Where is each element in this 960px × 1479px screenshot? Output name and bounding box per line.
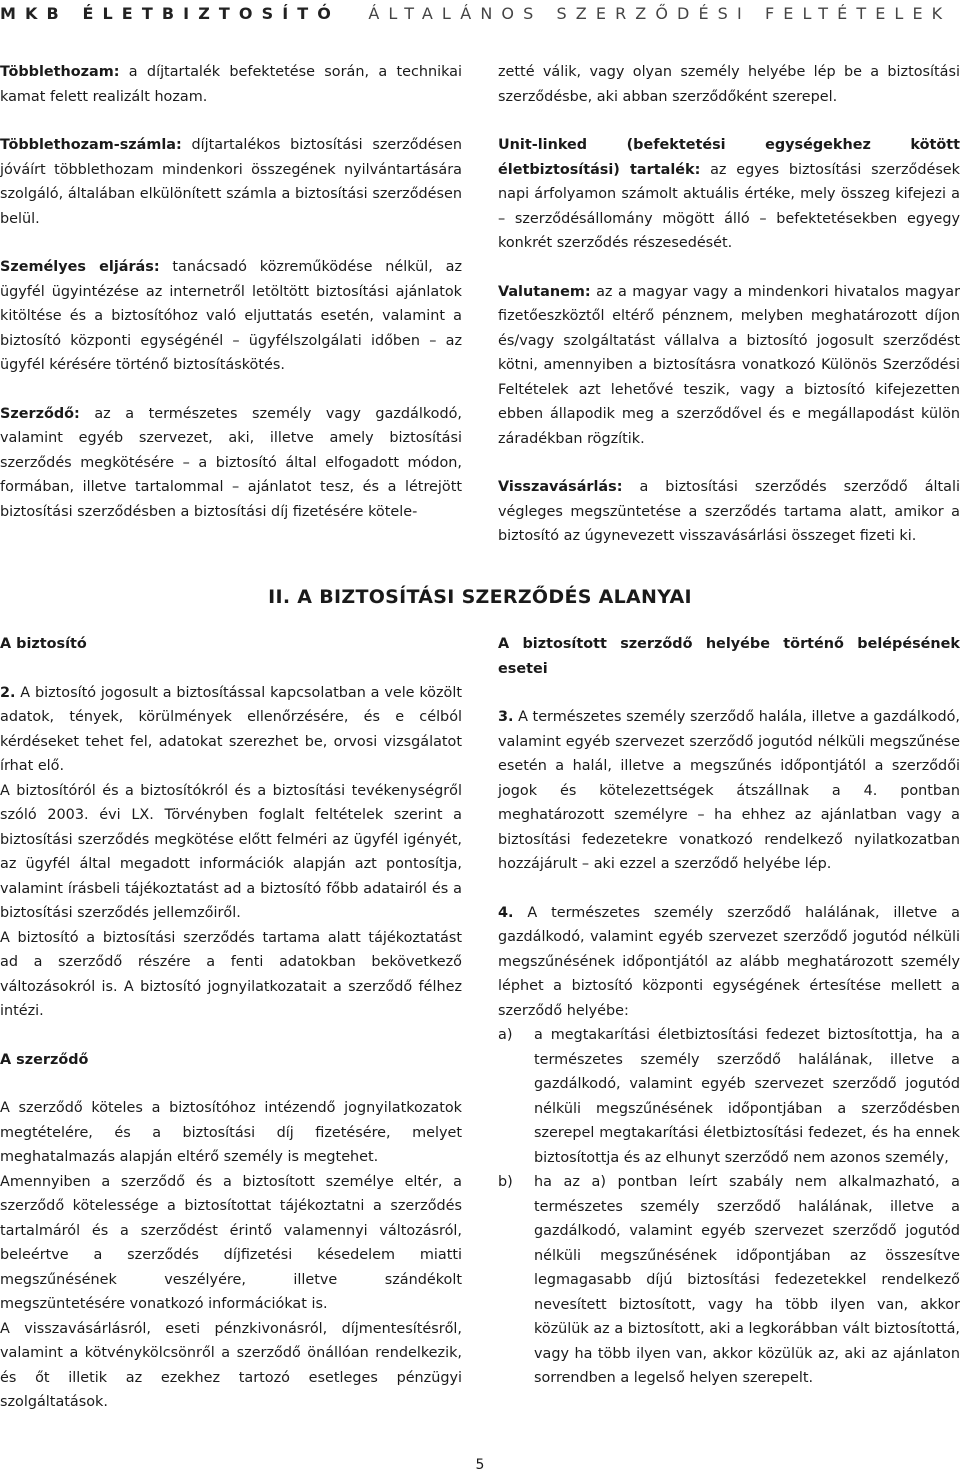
definition-tobblethozam xyxy=(0,60,462,109)
list-marker: b) xyxy=(498,1174,513,1190)
list-marker: a) xyxy=(498,1027,513,1043)
page-number: 5 xyxy=(475,1457,485,1473)
definition-term: Többlethozam-számla: xyxy=(0,137,182,153)
paragraph-number: 2. xyxy=(0,684,16,701)
header-company: MKB ÉLETBIZTOSÍTÓ xyxy=(0,4,341,23)
definition-text: az a magyar vagy a mindenkori hivatalos magyar fizetőeszköztől eltérő pénznem, melyben meghatározott díjon és/vagy szolgáltatást vállalva a biztosító jogosult szerződést kötni, amennyiben a biztosításra vonatkozó Különös Szerződési Feltételek azt lehetővé teszik, vagy a biztosító kifejezetten ebben állapodik meg a szerződővel és e megállapodást külön záradékban rögzítik. xyxy=(498,283,960,447)
definition-term: Valutanem: xyxy=(498,283,591,300)
paragraph-3 xyxy=(498,705,960,877)
subheading-szerzodo: A szerződő xyxy=(0,1051,89,1068)
definition-term: Személyes eljárás: xyxy=(0,259,160,275)
paragraph-text: A biztosítóról és a biztosítókról és a biztosítási tevékenységről szóló 2003. évi LX. Törvényben foglalt feltételek szerint a biztosítási szerződés megkötése előtt felméri az ügyfél igényét, az ügyfél által megadott információk alapján azt pontosítja, valamint írásbeli tájékoztatást ad a biztosító főbb adatairól és a biztosítási szerződés jellemzőiről. xyxy=(0,782,462,921)
subheading-biztosito: A biztosító xyxy=(0,636,87,652)
definition-tobblethozam-szamla xyxy=(0,133,462,231)
definition-text: a díjtartalék befektetése során, a technikai kamat felett realizált hozam. xyxy=(0,64,462,105)
subheading-belepes: A biztosított szerződő helyébe történő belépésének esetei xyxy=(498,636,960,677)
list-item-a xyxy=(498,1023,960,1170)
definition-unit-linked xyxy=(498,133,960,256)
definition-text: a biztosítási szerződés szerződő általi végleges megszüntetése a szerződés tartama alatt, amikor a biztosító az úgynevezett visszavásárlási összeget fizeti ki. xyxy=(498,479,960,544)
list-text: a megtakarítási életbiztosítási fedezet biztosítottja, ha a természetes személy szerződő halálának, illetve a gazdálkodó, valamint egyéb szervezet szerződő jogutód nélküli megszűnésének időpontjában a szerződésben szerepel megtakarítási életbiztosítási fedezet, és ha ennek biztosítottja és az elhunyt szerződő nem azonos személy, xyxy=(534,1027,960,1166)
running-header xyxy=(0,0,960,28)
section-right-column xyxy=(498,632,960,1391)
definition-text: díjtartalékos biztosítási szerződésen jóváírt többlethozam mindenkori összegének nyilvántartására szolgáló, általában elkülönített számla a biztosítási szerződésen belül. xyxy=(0,137,462,227)
definition-szemelyes-eljaras xyxy=(0,255,462,378)
paragraph-text: Amennyiben a szerződő és a biztosított személye eltér, a szerződő kötelessége a biztosítottat tájékoztatni a szerződés tartalmáról és a szerződést érintő valamennyi változásról, beleértve a szerződés díjfizetési késedelem miatti megszűnésének veszélyére, illetve szándékolt megszüntetésére vonatkozó információkat is. xyxy=(0,1173,462,1312)
list-item-b xyxy=(498,1170,960,1391)
definition-term: Unit-linked (befektetési egységekhez kötött életbiztosítási) tartalék: xyxy=(498,137,960,178)
definition-text: tanácsadó közreműködése nélkül, az ügyfél ügyintézése az internetről letöltött biztosítási ajánlatok kitöltése és a biztosítóhoz való eljuttatás esetén, valamint a biztosító központi egységénél – ügyfélszolgálati időben – az ügyfél kérésére történő biztosításkötés. xyxy=(0,259,462,373)
definition-valutanem xyxy=(498,280,960,452)
definitions-left-column xyxy=(0,60,462,524)
definition-text: az egyes biztosítási szerződések napi árfolyamon számolt aktuális értéke, mely összeg kifejezi a – szerződésállomány mögött álló – befektetésekben egyegy konkrét szerződés részesedését. xyxy=(498,161,960,251)
definition-text: az a természetes személy vagy gazdálkodó, valamint egyéb szervezet, aki, illetve amely biztosítási szerződés megkötésére – a biztosító által elfogadott módon, formában, illetve tartalommal – ajánlatot tesz, és a létrejött biztosítási szerződésben a biztosítási díj fizetésére kötele- xyxy=(0,405,462,520)
paragraph-4 xyxy=(498,901,960,1024)
paragraph-text: A visszavásárlásról, eseti pénzkivonásról, díjmentesítésről, valamint a kötvénykölcsönről a szerződő önállóan rendelkezik, és őt illetik az ezekhez tartozó esetleges pénzügyi szolgáltatások. xyxy=(0,1320,462,1410)
paragraph-text: A biztosító a biztosítási szerződés tartama alatt tájékoztatást ad a szerződő részére a fenti adatokban bekövetkező változásokról is. A biztosító jognyilatkozatait a szerződő félhez intézi. xyxy=(0,929,462,1019)
list-text: ha az a) pontban leírt szabály nem alkalmazható, a természetes személy szerződő halálának, illetve a gazdálkodó, valamint egyéb szervezet szerződő jogutód nélküli megszűnésének időpontjában az összesítve legmagasabb díjú biztosítási fedezetekkel rendelkező nevesített biztosított, vagy ha több ilyen van, akkor közülük az a biztosított, aki a legkorábban vált biztosítottá, vagy ha több ilyen van, akkor közülük az, aki az ajánlaton sorrendben a legelső helyen szerepelt. xyxy=(534,1174,960,1386)
paragraph-number: 3. xyxy=(498,709,514,725)
paragraph-text: A természetes személy szerződő halálának, illetve a gazdálkodó, valamint egyéb szervezet szerződő jogutód nélküli megszűnésének időpontjától az alább meghatározott személy léphet a biztosító központi egységének értesítése mellett a szerződő helyébe: xyxy=(498,904,960,1019)
section-title: II. A BIZTOSÍTÁSI SZERZŐDÉS ALANYAI xyxy=(268,586,692,608)
definition-term: Szerződő: xyxy=(0,405,80,422)
definition-term: Többlethozam: xyxy=(0,64,120,80)
definition-szerzodo xyxy=(0,402,462,525)
header-doc-title: ÁLTALÁNOS SZERZŐDÉSI FELTÉTELEK xyxy=(368,4,952,23)
definition-term: Visszavásárlás: xyxy=(498,479,623,495)
definition-continuation xyxy=(498,60,960,109)
paragraph-2 xyxy=(0,681,462,779)
paragraph-text: A természetes személy szerződő halála, illetve a gazdálkodó, valamint egyéb szervezet szerződő jogutód nélküli megszűnése esetén a halál, illetve a megszűnés időpontjától a szerződői jogok és kötelezettségek átszállnak a 4. pontban meghatározott személyre – ha ehhez az ajánlatban vagy a biztosítási fedezetekre vonatkozó rendelkező nyilatkozatban hozzájárult – aki ezzel a szerződő helyébe lép. xyxy=(498,709,960,872)
definition-text: zetté válik, vagy olyan személy helyébe lép be a biztosítási szerződésbe, aki abban szerződőként szerepel. xyxy=(498,64,960,105)
definitions-right-column xyxy=(498,60,960,549)
paragraph-number: 4. xyxy=(498,904,514,921)
section-left-column xyxy=(0,632,462,1415)
paragraph-text: A szerződő köteles a biztosítóhoz intézendő jognyilatkozatok megtételére, és a biztosítási díj fizetésére, melyet meghatalmazás alapján eltérő személy is megtehet. xyxy=(0,1100,462,1165)
definition-visszavasarlas xyxy=(498,475,960,549)
paragraph-text: A biztosító jogosult a biztosítással kapcsolatban a vele közölt adatok, tények, körülmények ellenőrzésére, és e célból kérdéseket tehet fel, adatokat szerezhet be, orvosi vizsgálatot írhat elő. xyxy=(0,684,462,774)
